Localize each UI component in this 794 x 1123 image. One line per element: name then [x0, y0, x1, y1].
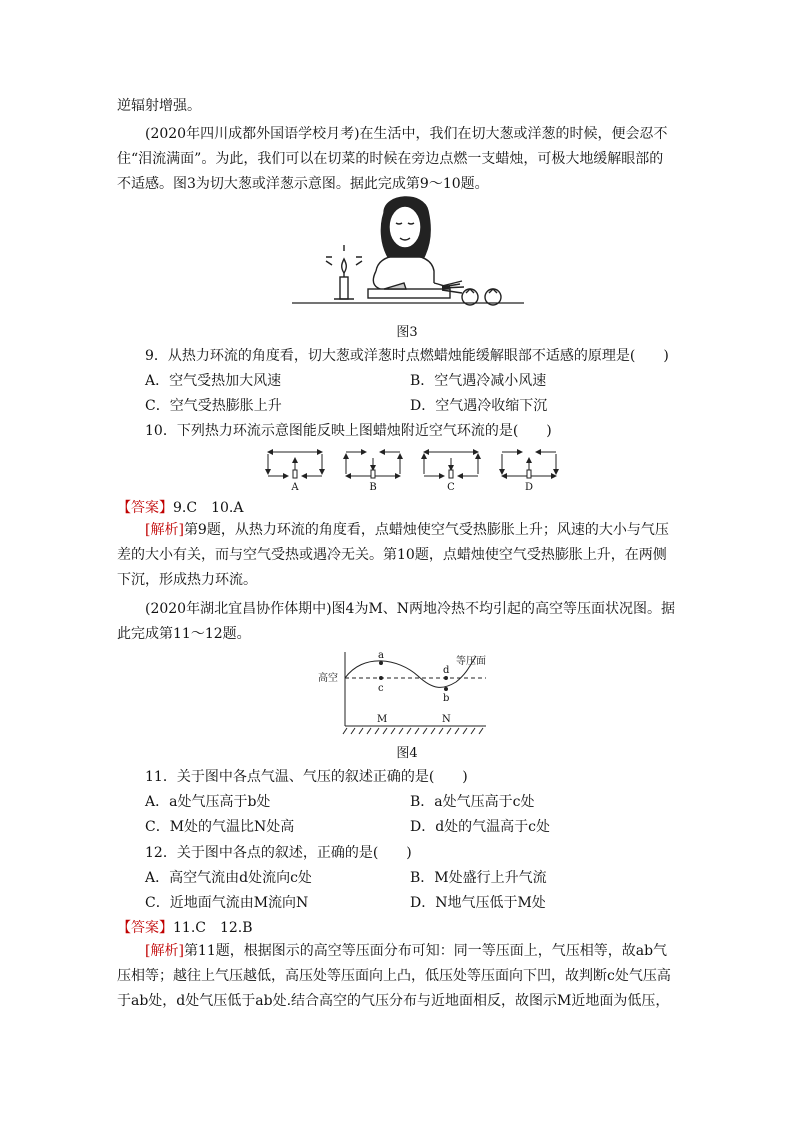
point-a-marker [379, 661, 383, 665]
q9-option-a: A．空气受热加大风速 [145, 373, 282, 389]
point-d-marker [444, 676, 448, 680]
diagram-b-label: B [369, 482, 377, 493]
passage-1: (2020年四川成都外国语学校月考)在生活中，我们在切大葱或洋葱的时候，便会忍不住“泪流满面”。为此，我们可以在切菜的时候在旁边点燃一支蜡烛，可极大地缓解眼部的不适感。图3为切大葱或洋葱示意图。据此完成第9～10题。 [117, 126, 668, 192]
q10-circulation-diagrams [262, 444, 560, 494]
q12-option-b: B．M处盛行上升气流 [410, 870, 547, 886]
q11-option-b: B．a处气压高于c处 [410, 794, 535, 810]
ground-hatching [343, 728, 483, 734]
intro-tail: 逆辐射增强。 [117, 98, 201, 114]
diagram-b [346, 452, 400, 478]
analysis-tag-2: [解析] [145, 943, 184, 959]
q11-option-d: D．d处的气温高于c处 [410, 819, 551, 835]
figure-3-illustration [292, 193, 524, 311]
answer-tag-1: 【答案】 [117, 500, 173, 516]
passage-2: (2020年湖北宜昌协作体期中)图4为M、N两地冷热不均引起的高空等压面状况图。据此完成第11～12题。 [117, 601, 676, 642]
point-b-label: b [443, 693, 450, 704]
answer-block-1 [117, 499, 243, 517]
q11-stem: 11．关于图中各点气温、气压的叙述正确的是( ) [145, 769, 468, 785]
high-altitude-label: 高空 [318, 673, 338, 684]
diagram-a-label: A [291, 482, 299, 493]
analysis-block-1 [117, 518, 677, 593]
analysis-text-2: 第11题，根据图示的高空等压面分布可知：同一等压面上，气压相等，故ab气压相等；越往上气压越低，高压处等压面向上凸，低压处等压面向下凹，故判断c处气压高于ab处，d处气压低于ab处.结合高空的气压分布与近地面相反，故图示M近地面为低压， [117, 943, 671, 1009]
q12-stem: 12．关于图中各点的叙述，正确的是( ) [145, 845, 412, 861]
diagram-a [268, 452, 322, 478]
answer-block-2 [117, 919, 253, 937]
q11-option-a: A．a处气压高于b处 [145, 794, 271, 810]
analysis-tag-1: [解析] [145, 522, 184, 538]
point-c-marker [379, 676, 383, 680]
diagram-d [502, 452, 556, 478]
point-d-label: d [443, 665, 450, 676]
analysis-text-1: 第9题，从热力环流的角度看，点蜡烛使空气受热膨胀上升；风速的大小与气压差的大小有关，而与空气受热或遇冷无关。第10题，点蜡烛使空气受热膨胀上升，在两侧下沉，形成热力环流。 [117, 522, 669, 588]
q9-stem: 9．从热力环流的角度看，切大葱或洋葱时点燃蜡烛能缓解眼部不适感的原理是( ) [145, 348, 669, 364]
point-b-marker [444, 687, 448, 691]
isobar-label: 等压面 [456, 656, 486, 667]
figure-4-diagram [318, 648, 498, 738]
answer-text-1: 9.C 10.A [173, 500, 244, 516]
q11-option-c: C．M处的气温比N处高 [145, 819, 295, 835]
figure-3-caption: 图3 [396, 325, 418, 340]
point-a-label: a [378, 650, 384, 661]
answer-tag-2: 【答案】 [117, 920, 173, 936]
q12-option-a: A．高空气流由d处流向c处 [145, 870, 312, 886]
q10-stem: 10．下列热力环流示意图能反映上图蜡烛附近空气环流的是( ) [145, 423, 552, 439]
ground-label-n: N [442, 714, 451, 725]
answer-text-2: 11.C 12.B [173, 920, 253, 936]
q12-option-c: C．近地面气流由M流向N [145, 895, 309, 911]
q12-option-d: D．N地气压低于M处 [410, 895, 546, 911]
q9-option-c: C．空气受热膨胀上升 [145, 398, 282, 414]
q9-option-d: D．空气遇冷收缩下沉 [410, 398, 548, 414]
diagram-c [424, 452, 478, 478]
diagram-d-label: D [524, 482, 534, 493]
analysis-block-2 [117, 939, 677, 1014]
ground-label-m: M [377, 714, 388, 725]
figure-4-caption: 图4 [396, 746, 418, 761]
point-c-label: c [378, 683, 384, 694]
q9-option-b: B．空气遇冷减小风速 [410, 373, 547, 389]
diagram-c-label: C [447, 482, 455, 493]
